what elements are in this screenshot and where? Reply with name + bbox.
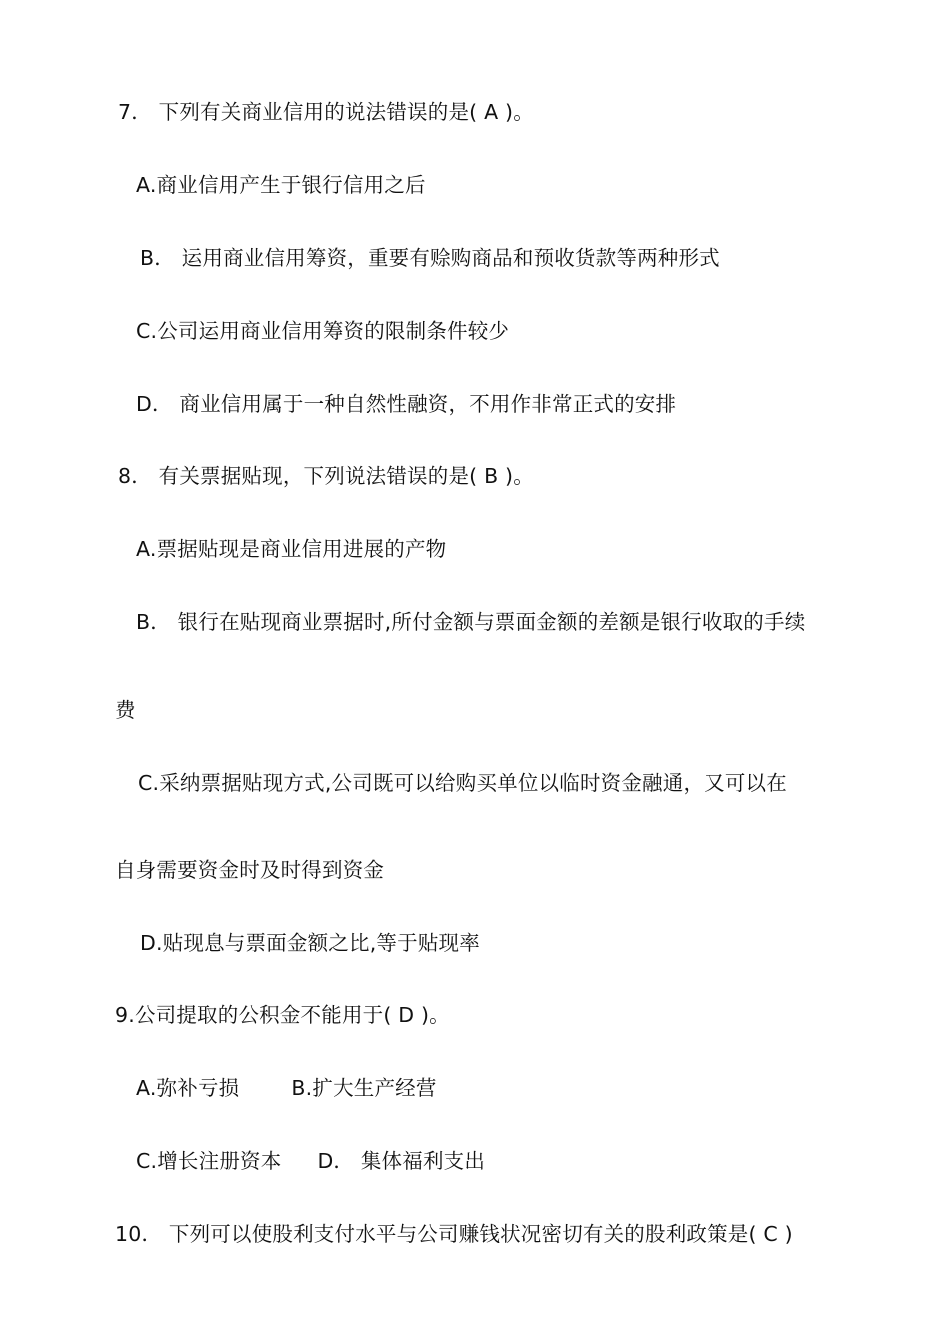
option-7c: C.公司运用商业信用筹资的限制条件较少 — [136, 319, 510, 343]
options-9-row2 — [136, 1148, 485, 1174]
option-8a: A.票据贴现是商业信用进展的产物 — [136, 537, 447, 561]
option-9a: A.弥补亏损 — [136, 1076, 240, 1100]
option-9b: B.扩大生产经营 — [291, 1076, 437, 1100]
option-8c: C.采纳票据贴现方式,公司既可以给购买单位以临时资金融通，又可以在 — [138, 771, 787, 795]
option-7b: B． 运用商业信用筹资，重要有赊购商品和预收货款等两种形式 — [140, 246, 720, 270]
question-8: 8． 有关票据贴现，下列说法错误的是( B )。 — [118, 464, 534, 488]
option-9c: C.增长注册资本 — [136, 1149, 282, 1173]
option-8b-continuation: 费 — [115, 698, 136, 722]
question-7: 7． 下列有关商业信用的说法错误的是( A )。 — [118, 100, 534, 124]
option-8d: D.贴现息与票面金额之比,等于贴现率 — [140, 931, 480, 955]
question-10: 10． 下列可以使股利支付水平与公司赚钱状况密切有关的股利政策是( C ) — [115, 1222, 793, 1246]
option-7d: D． 商业信用属于一种自然性融资，不用作非常正式的安排 — [136, 392, 677, 416]
option-8c-continuation: 自身需要资金时及时得到资金 — [115, 858, 385, 882]
option-9d: D． 集体福利支出 — [317, 1149, 486, 1173]
question-9: 9.公司提取的公积金不能用于( D )。 — [115, 1003, 450, 1027]
option-8b: B． 银行在贴现商业票据时,所付金额与票面金额的差额是银行收取的手续 — [136, 610, 806, 634]
options-9-row1 — [136, 1075, 437, 1101]
option-7a: A.商业信用产生于银行信用之后 — [136, 173, 426, 197]
